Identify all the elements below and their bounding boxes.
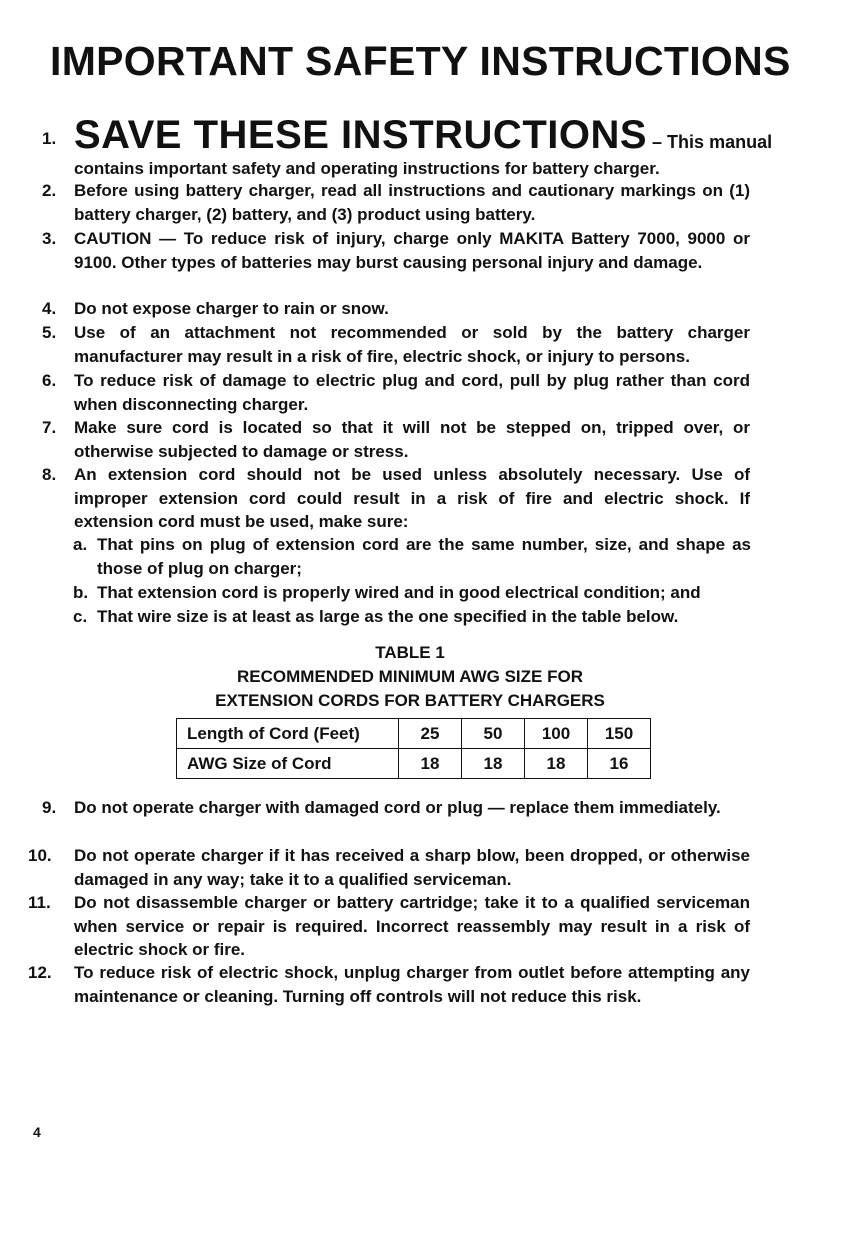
instruction-item-1 bbox=[42, 113, 773, 181]
instruction-item-9 bbox=[42, 796, 750, 820]
instruction-item-6 bbox=[42, 369, 750, 416]
table-cell: 100 bbox=[525, 719, 588, 749]
table-cell: 25 bbox=[399, 719, 462, 749]
sub-item-text: That pins on plug of extension cord are the same number, size, and shape as those of plug on charger; bbox=[97, 535, 751, 578]
table-cell: 18 bbox=[399, 749, 462, 779]
item-text: Do not operate charger if it has received a sharp blow, been dropped, or otherwise damaged in any way; take it to a qualified serviceman. bbox=[74, 846, 750, 889]
item-number: 1. bbox=[42, 129, 57, 148]
instruction-item-12 bbox=[28, 961, 750, 1008]
item-number: 11. bbox=[28, 893, 51, 912]
item-text: Before using battery charger, read all instructions and cautionary markings on (1) battery charger, (2) battery, and (3) product using battery. bbox=[74, 181, 750, 224]
item-text: Use of an attachment not recommended or sold by the battery charger manufacturer may result in a risk of fire, electric shock, or injury to persons. bbox=[74, 323, 750, 366]
awg-size-table bbox=[176, 718, 651, 779]
table-cell: 50 bbox=[462, 719, 525, 749]
sub-item-text: That extension cord is properly wired and in good electrical condition; and bbox=[97, 583, 701, 602]
instruction-item-10 bbox=[28, 844, 750, 891]
page-number: 4 bbox=[33, 1124, 41, 1140]
item-number: 6. bbox=[42, 371, 57, 390]
instruction-item-3 bbox=[42, 227, 750, 274]
item-number: 4. bbox=[42, 299, 57, 318]
sub-item-a bbox=[73, 533, 751, 580]
item-number: 5. bbox=[42, 323, 57, 342]
table-label: TABLE 1 bbox=[375, 643, 445, 662]
item-number: 9. bbox=[42, 798, 57, 817]
item-text: CAUTION — To reduce risk of injury, charge only MAKITA Battery 7000, 9000 or 9100. Other types of batteries may burst causing personal injury and damage. bbox=[74, 229, 750, 272]
item-text: To reduce risk of electric shock, unplug charger from outlet before attempting any maintenance or cleaning. Turning off controls will not reduce this risk. bbox=[74, 963, 750, 1006]
table-cell: 18 bbox=[462, 749, 525, 779]
table-row bbox=[177, 749, 651, 779]
item-number: 3. bbox=[42, 229, 57, 248]
instruction-item-5 bbox=[42, 321, 750, 368]
row-header: AWG Size of Cord bbox=[177, 749, 399, 779]
table-cell: 18 bbox=[525, 749, 588, 779]
instruction-item-4 bbox=[42, 297, 750, 321]
sub-item-letter: b. bbox=[73, 583, 89, 602]
item-text: An extension cord should not be used unless absolutely necessary. Use of improper extension cord could result in a risk of fire and electric shock. If extension cord must be used, make sure: bbox=[74, 465, 750, 531]
page-title: IMPORTANT SAFETY INSTRUCTIONS bbox=[50, 38, 791, 84]
item-1-first-line bbox=[74, 113, 773, 157]
item-number: 10. bbox=[28, 846, 52, 865]
table-row bbox=[177, 719, 651, 749]
item-text: contains important safety and operating instructions for battery charger. bbox=[74, 159, 660, 178]
sub-item-text: That wire size is at least as large as the one specified in the table below. bbox=[97, 607, 679, 626]
table-title-line-2: EXTENSION CORDS FOR BATTERY CHARGERS bbox=[215, 691, 605, 710]
sub-item-letter: c. bbox=[73, 607, 88, 626]
table-cell: 16 bbox=[588, 749, 651, 779]
row-header: Length of Cord (Feet) bbox=[177, 719, 399, 749]
item-text: To reduce risk of damage to electric plug and cord, pull by plug rather than cord when disconnecting charger. bbox=[74, 371, 750, 414]
item-text: Do not operate charger with damaged cord or plug — replace them immediately. bbox=[74, 798, 721, 817]
item-text: Make sure cord is located so that it will not be stepped on, tripped over, or otherwise subjected to damage or stress. bbox=[74, 418, 750, 461]
item-number: 12. bbox=[28, 963, 52, 982]
instruction-item-11 bbox=[28, 891, 750, 962]
item-number: 2. bbox=[42, 181, 57, 200]
table-title-line-1: RECOMMENDED MINIMUM AWG SIZE FOR bbox=[237, 667, 583, 686]
sub-item-c bbox=[73, 605, 751, 629]
table-cell: 150 bbox=[588, 719, 651, 749]
instruction-item-2 bbox=[42, 179, 750, 226]
sub-item-b bbox=[73, 581, 751, 605]
save-instructions-heading: SAVE THESE INSTRUCTIONS bbox=[74, 113, 648, 157]
table-caption bbox=[150, 641, 670, 713]
instruction-item-7 bbox=[42, 416, 750, 463]
item-number: 8. bbox=[42, 465, 57, 484]
sub-item-letter: a. bbox=[73, 535, 88, 554]
item-number: 7. bbox=[42, 418, 57, 437]
save-instructions-tail: – This manual bbox=[647, 132, 773, 152]
instruction-item-8 bbox=[42, 463, 750, 534]
item-text: Do not disassemble charger or battery cartridge; take it to a qualified serviceman when service or repair is required. Incorrect reassembly may result in a risk of electric shock or fire. bbox=[74, 893, 750, 959]
item-text: Do not expose charger to rain or snow. bbox=[74, 299, 389, 318]
